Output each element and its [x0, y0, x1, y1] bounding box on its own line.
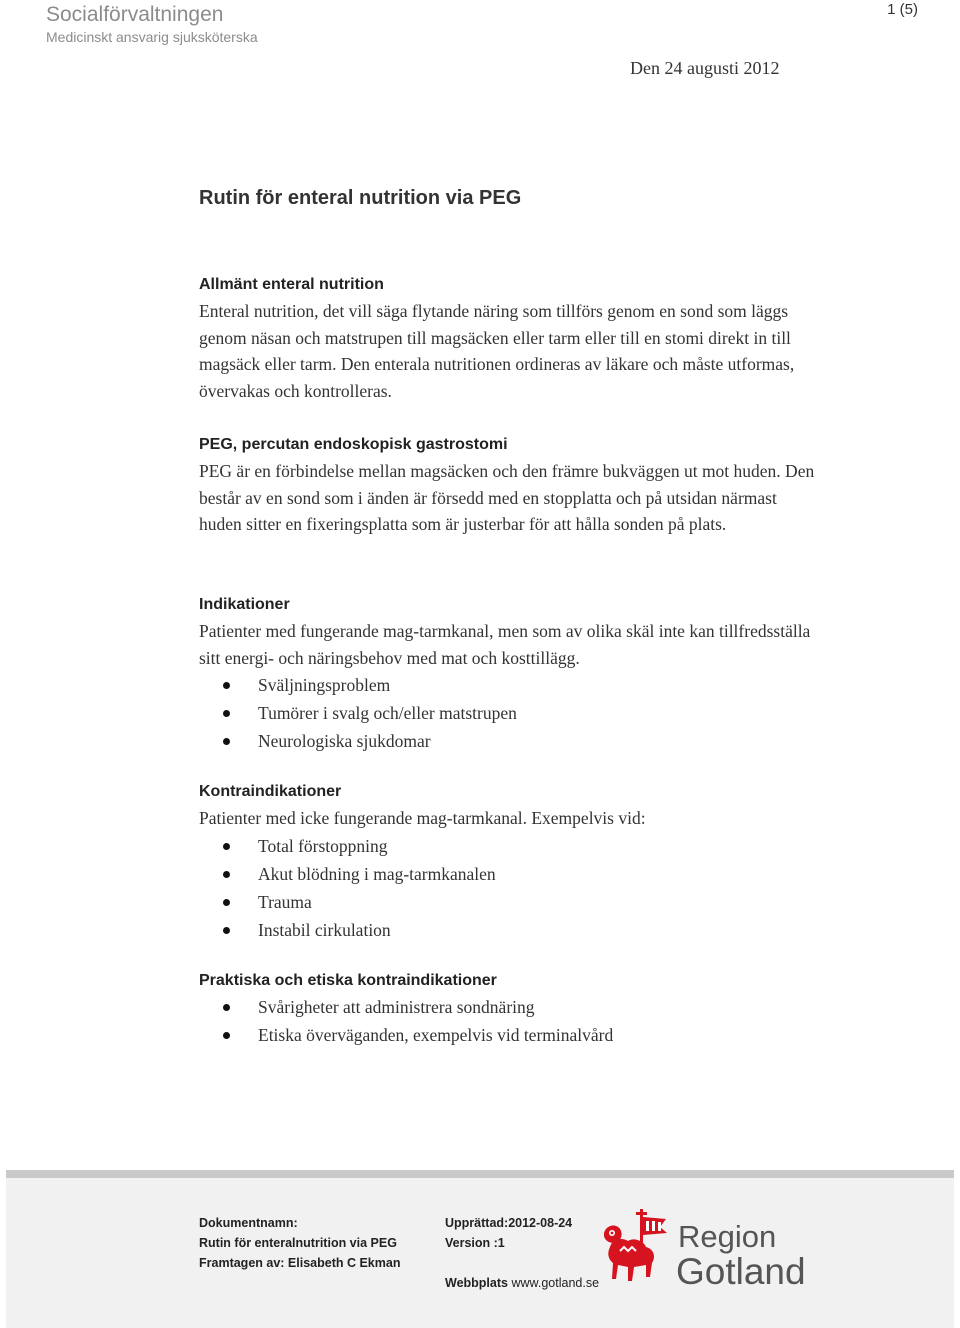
section-heading: PEG, percutan endoskopisk gastrostomi: [199, 436, 508, 453]
bullet-icon: [223, 843, 230, 850]
list-item: [199, 832, 819, 860]
bullet-icon: [223, 899, 230, 906]
list-item-text: Instabil cirkulation: [258, 919, 391, 940]
section-heading: Praktiska och etiska kontraindikationer: [199, 972, 497, 989]
list-item: [199, 993, 819, 1021]
list-item: [199, 671, 819, 699]
bullet-icon: [223, 710, 230, 717]
list-item-text: Akut blödning i mag-tarmkanalen: [258, 863, 496, 884]
footer-website: [445, 1274, 599, 1292]
section-paragraph: PEG är en förbindelse mellan magsäcken och den främre bukväggen ut mot huden. Den består av en sond som i änden är försedd med en stopplatta och på utsidan närmast huden sitter en fixeringsplatta som är justerbar för att hålla sonden på plats.: [199, 461, 815, 534]
list-item: [199, 727, 819, 755]
bullet-icon: [223, 927, 230, 934]
section-contraindications: [199, 781, 819, 944]
footer-created-date: Upprättad:2012-08-24: [445, 1216, 573, 1230]
section-practical-ethical-contraindications: [199, 970, 819, 1049]
section-paragraph: Enteral nutrition, det vill säga flytande näring som tillförs genom en sond som läggs genom näsan och matstrupen till magsäcken eller tarm eller till en stomi direkt in till magsäck eller tarm. Den enterala nutritionen ordineras av läkare och måste utformas, övervakas och kontrolleras.: [199, 301, 795, 401]
section-heading: Indikationer: [199, 596, 290, 613]
bullet-icon: [223, 1004, 230, 1011]
list-item: [199, 699, 819, 727]
logo-text-gotland: Gotland: [676, 1251, 806, 1292]
bullet-list: [199, 993, 819, 1049]
list-item: [199, 916, 819, 944]
list-item: [199, 888, 819, 916]
gotland-ram-icon: [604, 1207, 674, 1291]
section-paragraph: Patienter med fungerande mag-tarmkanal, men som av olika skäl inte kan tillfredsställa sitt energi- och näringsbehov med mat och kosttillägg.: [199, 621, 811, 668]
footer-doc-name-label: Dokumentnamn:: [199, 1216, 298, 1230]
section-peg: [199, 434, 819, 538]
document-title: Rutin för enteral nutrition via PEG: [199, 187, 522, 209]
bullet-icon: [223, 682, 230, 689]
region-gotland-logo: [604, 1207, 814, 1293]
section-general-enteral-nutrition: [199, 274, 819, 404]
bullet-list: [199, 671, 819, 755]
section-paragraph: Patienter med icke fungerande mag-tarmkanal. Exempelvis vid:: [199, 808, 646, 828]
list-item-text: Etiska överväganden, exempelvis vid terminalvård: [258, 1025, 614, 1045]
list-item-text: Neurologiska sjukdomar: [258, 731, 431, 751]
list-item: [199, 1021, 819, 1049]
page-header: [46, 2, 258, 46]
list-item-text: Total förstoppning: [258, 835, 388, 856]
bullet-list: [199, 832, 819, 944]
bullet-icon: [223, 1032, 230, 1039]
footer-version: Version :1: [445, 1236, 505, 1250]
organization-name: Socialförvaltningen: [46, 3, 224, 26]
list-item-text: Sväljningsproblem: [258, 675, 391, 695]
bullet-icon: [223, 738, 230, 745]
document-date: Den 24 augusti 2012: [630, 58, 780, 78]
footer-divider: [6, 1170, 954, 1178]
list-item: [199, 860, 819, 888]
organization-subtitle: Medicinskt ansvarig sjuksköterska: [46, 29, 258, 45]
footer-website-label: Webbplats: [445, 1276, 508, 1290]
page-number: 1 (5): [887, 1, 918, 18]
section-indications: [199, 594, 819, 755]
list-item-text: Svårigheter att administrera sondnäring: [258, 997, 535, 1017]
footer-author: Framtagen av: Elisabeth C Ekman: [199, 1256, 401, 1270]
footer-doc-name: Rutin för enteralnutrition via PEG: [199, 1236, 397, 1250]
section-heading: Allmänt enteral nutrition: [199, 276, 384, 293]
section-heading: Kontraindikationer: [199, 783, 342, 800]
list-item-text: Trauma: [258, 891, 312, 912]
footer-website-link[interactable]: www.gotland.se: [511, 1276, 600, 1290]
logo-text-region: Region: [678, 1219, 777, 1254]
list-item-text: Tumörer i svalg och/eller matstrupen: [258, 703, 517, 723]
bullet-icon: [223, 871, 230, 878]
